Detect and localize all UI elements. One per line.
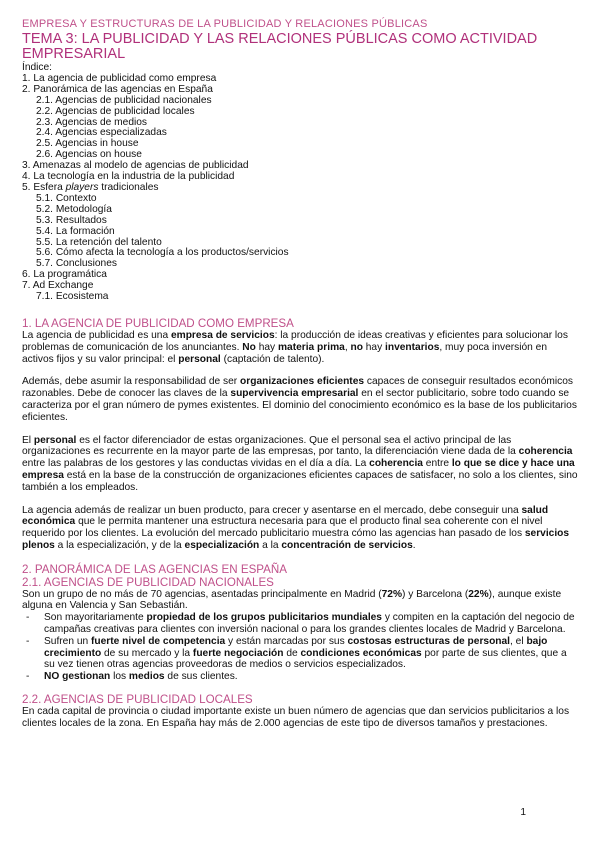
index-item: 1. La agencia de publicidad como empresa — [22, 72, 217, 84]
list-item: - Son mayoritariamente propiedad de los grupos publicitarios mundiales y compiten en la captación del negocio de campañas creativas para clientes con inversión nacional o para los grandes clientes locales de Madrid y Barcelona. — [26, 612, 575, 636]
index-item: 3. Amenazas al modelo de agencias de publicidad — [22, 160, 249, 172]
index-list — [22, 74, 578, 303]
index-item: 7.1. Ecosistema — [36, 291, 109, 303]
index-item: 2.1. Agencias de publicidad nacionales — [36, 94, 212, 106]
list-item: - NO gestionan los medios de sus clientes. — [26, 671, 238, 683]
index-item: 7. Ad Exchange — [22, 280, 94, 292]
index-item: 2.5. Agencias in house — [36, 138, 139, 150]
index-item: 5.6. Cómo afecta la tecnología a los productos/servicios — [36, 247, 289, 259]
index-item: 5.2. Metodología — [36, 203, 112, 215]
table-of-contents — [22, 63, 578, 303]
paragraph: Además, debe asumir la responsabilidad de ser organizaciones eficientes capaces de conseguir resultados económicos razonables. Debe de conocer las claves de la supervivencia empresarial en el sector publicitario, sobre todo cuando se caracteriza por el gran número de pymes existentes. El dominio del conocimiento económico es la base de los publicitarios eficientes. — [22, 376, 577, 423]
index-item: 2.3. Agencias de medios — [36, 116, 148, 128]
index-item: 5.7. Conclusiones — [36, 258, 117, 270]
index-item: 2.4. Agencias especializadas — [36, 127, 167, 139]
index-item: 5.3. Resultados — [36, 214, 107, 226]
index-item: 5.1. Contexto — [36, 192, 97, 204]
index-item: 5.5. La retención del talento — [36, 236, 162, 248]
index-item: 5. Esfera players tradicionales — [22, 181, 159, 193]
index-item: 5.4. La formación — [36, 225, 115, 237]
section-1-heading: 1. LA AGENCIA DE PUBLICIDAD COMO EMPRESA — [22, 316, 294, 330]
subsection-2-2-heading: 2.2. AGENCIAS DE PUBLICIDAD LOCALES — [22, 693, 253, 707]
index-item: 2.6. Agencias on house — [36, 149, 142, 161]
index-item: 6. La programática — [22, 269, 107, 281]
page-title: TEMA 3: LA PUBLICIDAD Y LAS RELACIONES PÚBLICAS COMO ACTIVIDAD EMPRESARIAL — [22, 31, 538, 62]
document-page — [22, 18, 578, 741]
paragraph: La agencia de publicidad es una empresa de servicios: la producción de ideas creativas y eficientes para solucionar los problemas de comunicación de los anunciantes. No hay materia prima, no hay inventarios, muy poca inversión en activos fijos y su valor principal: el personal (captación de talento). — [22, 329, 568, 365]
page-number: 1 — [520, 807, 526, 818]
paragraph: En cada capital de provincia o ciudad importante existe un buen número de agencias que dan servicios publicitarios a los clientes locales de la zona. En España hay más de 2.000 agencias de este tipo de diversos tamaños y prestaciones. — [22, 706, 570, 729]
paragraph: La agencia además de realizar un buen producto, para crecer y asentarse en el mercado, debe conseguir una salud económica que le permita mantener una estructura necesaria para que el producto final sea coherente con el nivel requerido por los clientes. La evolución del mercado publicitario muestra cómo las agencias han pasado de los servicios plenos a la especialización, y de la especialización a la concentración de servicios. — [22, 504, 570, 551]
index-item: 2. Panorámica de las agencias en España — [22, 83, 213, 95]
subsection-2-1-heading: 2.1. AGENCIAS DE PUBLICIDAD NACIONALES — [22, 575, 274, 589]
list-item: - Sufren un fuerte nivel de competencia y están marcadas por sus costosas estructuras de personal, el bajo crecimiento de su mercado y la fuerte negociación de condiciones económicas por parte de sus clientes, que a su vez tienen otras agencias proveedoras de medios o servicios especializados. — [26, 635, 567, 671]
bullet-list — [22, 612, 578, 683]
index-item: 4. La tecnología en la industria de la publicidad — [22, 171, 235, 183]
section-2-heading: 2. PANORÁMICA DE LAS AGENCIAS EN ESPAÑA — [22, 562, 288, 576]
paragraph: El personal es el factor diferenciador de estas organizaciones. Que el personal sea el activo principal de las organizaciones es recurrente en la mayor parte de las empresas, por tanto, la diferenciación viene dada de la coherencia entre las palabras de los gestores y las conductas vividas en el día a día. La coherencia entre lo que se dice y hace una empresa está en la base de la construcción de organizaciones eficientes capaces de satisfacer, no solo a los clientes, sino también a los empleados. — [22, 434, 578, 493]
index-item: 2.2. Agencias de publicidad locales — [36, 105, 195, 117]
paragraph: Son un grupo de no más de 70 agencias, asentadas principalmente en Madrid (72%) y Barcelona (22%), aunque existe alguna en Valencia y San Sebastián. — [22, 588, 562, 612]
index-label: Índice: — [22, 62, 53, 73]
course-kicker: EMPRESA Y ESTRUCTURAS DE LA PUBLICIDAD Y RELACIONES PÚBLICAS — [22, 18, 428, 30]
